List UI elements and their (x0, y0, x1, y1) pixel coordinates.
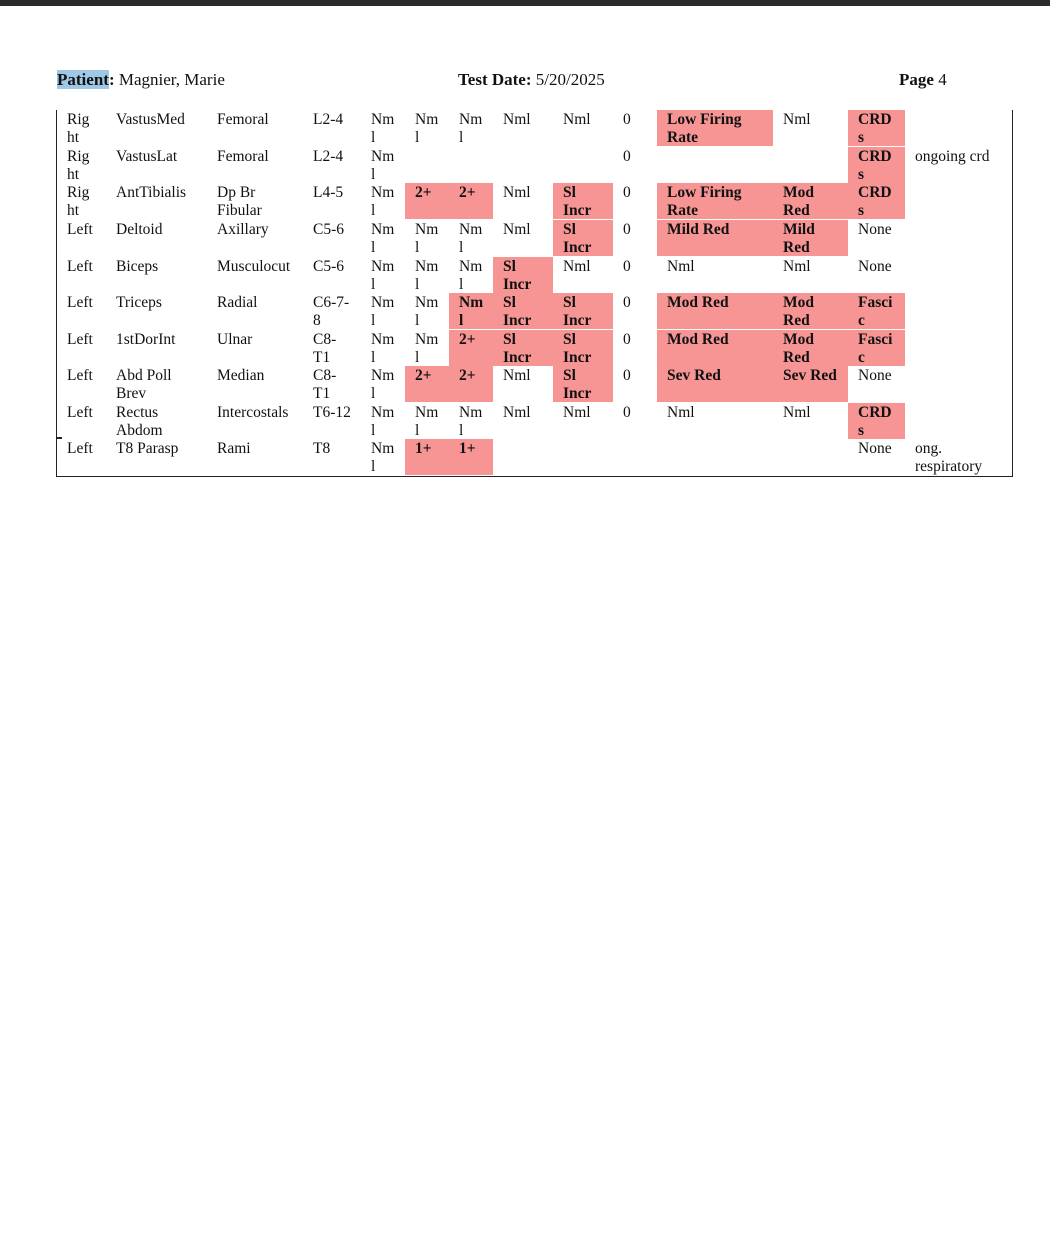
cell-c4: Nml (503, 221, 531, 238)
cell-c9: Fasci c (848, 293, 905, 329)
cell-muscle: Deltoid (116, 221, 163, 238)
cell-root: L2-4 (313, 111, 344, 128)
table-right-border (1012, 110, 1013, 477)
cell-c5: Nml (563, 111, 591, 128)
cell-c5: Sl Incr (553, 183, 613, 219)
cell-c4: Nml (503, 404, 531, 421)
cell-c3: 2+ (449, 366, 493, 402)
cell-c5: Sl Incr (553, 366, 613, 402)
cell-side: Left (67, 331, 93, 348)
cell-c9: None (858, 440, 892, 457)
cell-side: Left (67, 258, 93, 275)
cell-root: C8- T1 (313, 367, 337, 402)
cell-nerve: Ulnar (217, 331, 253, 348)
cell-c8: Sev Red (773, 366, 848, 402)
cell-c7: Mild Red (657, 220, 773, 256)
cell-muscle: Abd Poll Brev (116, 367, 172, 402)
cell-c3: Nm l (449, 293, 493, 329)
cell-root: C5-6 (313, 221, 344, 238)
cell-c7: Mod Red (657, 330, 773, 366)
cell-nerve: Intercostals (217, 404, 289, 421)
cell-comment (905, 183, 1012, 219)
cell-muscle: AntTibialis (116, 184, 187, 201)
cell-c4: Sl Incr (493, 293, 553, 329)
cell-root: C8- T1 (313, 331, 337, 366)
cell-c4: Sl Incr (493, 257, 553, 293)
cell-muscle: VastusLat (116, 148, 178, 165)
cell-c1: Nm l (371, 367, 395, 402)
cell-c6: 0 (623, 111, 631, 128)
cell-c7: Low Firing Rate (657, 110, 773, 146)
cell-comment: ong. respiratory (915, 440, 983, 475)
cell-c2: Nm l (415, 331, 439, 366)
cell-c5: Nml (563, 404, 591, 421)
cell-c8: Mod Red (773, 330, 848, 366)
cell-c2: Nm l (415, 111, 439, 146)
cell-c5 (553, 147, 613, 183)
cell-c3: Nm l (459, 404, 483, 439)
cell-c5 (553, 439, 613, 475)
cell-c8: Nml (783, 258, 811, 275)
cell-c1: Nm l (371, 111, 395, 146)
cell-c7: Mod Red (657, 293, 773, 329)
window-top-bar (0, 0, 1050, 6)
cell-side: Left (67, 440, 93, 457)
cell-comment: ongoing crd (915, 148, 990, 165)
cell-comment (905, 330, 1012, 366)
cell-side: Left (67, 367, 93, 384)
cell-comment (905, 366, 1012, 402)
cell-c7 (657, 439, 773, 475)
cell-c5: Nml (563, 258, 591, 275)
cell-c7: Sev Red (657, 366, 773, 402)
cell-comment (905, 110, 1012, 146)
cell-nerve: Musculocut (217, 258, 291, 275)
cell-c3: Nm l (459, 111, 483, 146)
cell-muscle: 1stDorInt (116, 331, 176, 348)
page-label: Page (899, 70, 934, 89)
cell-c2: Nm l (415, 258, 439, 293)
cell-c9: None (858, 221, 892, 238)
cell-root: T6-12 (313, 404, 351, 421)
cell-nerve: Rami (217, 440, 251, 457)
cell-root: C5-6 (313, 258, 344, 275)
cell-c1: Nm l (371, 331, 395, 366)
cell-c7: Low Firing Rate (657, 183, 773, 219)
cell-c6: 0 (623, 294, 631, 311)
cell-c3: Nm l (459, 221, 483, 256)
cell-c2: Nm l (415, 294, 439, 329)
cell-c2: Nm l (415, 404, 439, 439)
cell-c6: 0 (623, 331, 631, 348)
test-date-header (458, 70, 605, 90)
cell-c6: 0 (623, 148, 631, 165)
cell-c3: 1+ (449, 439, 493, 475)
cell-side: Left (67, 404, 93, 421)
cell-c3: 2+ (449, 183, 493, 219)
cell-root: L4-5 (313, 184, 344, 201)
cell-c9: CRD s (848, 183, 905, 219)
page-number-header (899, 70, 947, 90)
cell-nerve: Axillary (217, 221, 269, 238)
cell-nerve: Dp Br Fibular (217, 184, 262, 219)
cell-c8: Mod Red (773, 293, 848, 329)
cell-nerve: Femoral (217, 111, 269, 128)
cell-c3: 2+ (449, 330, 493, 366)
page-number: 4 (938, 70, 947, 89)
cell-c6: 0 (623, 367, 631, 384)
cell-side: Left (67, 221, 93, 238)
cell-c7: Nml (667, 258, 695, 275)
cell-side: Rig ht (67, 184, 90, 219)
cell-c9: None (858, 258, 892, 275)
cell-c5: Sl Incr (553, 293, 613, 329)
cell-root: L2-4 (313, 148, 344, 165)
cell-c8 (773, 439, 848, 475)
cell-c4 (493, 439, 553, 475)
cell-side: Rig ht (67, 111, 90, 146)
cell-c1: Nm l (371, 404, 395, 439)
cell-side: Left (67, 294, 93, 311)
cell-c1: Nm l (371, 148, 395, 183)
cell-comment (905, 293, 1012, 329)
cell-side: Rig ht (67, 148, 90, 183)
cell-c9: Fasci c (848, 330, 905, 366)
cell-c3 (449, 147, 493, 183)
cell-c6: 0 (623, 184, 631, 201)
cell-c9: CRD s (848, 110, 905, 146)
cell-root: T8 (313, 440, 331, 457)
cell-c7 (657, 147, 773, 183)
cell-c8: Mod Red (773, 183, 848, 219)
cell-c4: Nml (503, 111, 531, 128)
cell-root: C6-7- 8 (313, 294, 350, 329)
cell-c9: CRD s (848, 403, 905, 439)
patient-header (57, 70, 225, 90)
cell-c8: Mild Red (773, 220, 848, 256)
cell-c2: 1+ (405, 439, 449, 475)
cell-c4: Nml (503, 184, 531, 201)
cell-c2: 2+ (405, 183, 449, 219)
cell-comment (905, 220, 1012, 256)
test-date-value: 5/20/2025 (535, 70, 605, 89)
cell-c7: Nml (667, 404, 695, 421)
cell-c8 (773, 147, 848, 183)
patient-name: Magnier, Marie (118, 70, 225, 89)
cell-c1: Nm l (371, 440, 395, 475)
cell-c1: Nm l (371, 294, 395, 329)
cell-c6 (613, 439, 657, 475)
cell-muscle: Triceps (116, 294, 162, 311)
cell-c9: None (858, 367, 892, 384)
cell-c2: 2+ (405, 366, 449, 402)
cell-c3: Nm l (459, 258, 483, 293)
cell-c2 (405, 147, 449, 183)
cell-muscle: VastusMed (116, 111, 185, 128)
table-bottom-border (56, 476, 1013, 477)
cell-c1: Nm l (371, 258, 395, 293)
cell-nerve: Median (217, 367, 265, 384)
cell-c1: Nm l (371, 184, 395, 219)
cell-c6: 0 (623, 221, 631, 238)
cell-c5: Sl Incr (553, 330, 613, 366)
cell-comment (905, 257, 1012, 293)
cell-c6: 0 (623, 404, 631, 421)
cell-c6: 0 (623, 258, 631, 275)
cell-nerve: Femoral (217, 148, 269, 165)
patient-label: Patient (57, 70, 109, 89)
test-date-label: Test Date: (458, 70, 532, 89)
cell-c2: Nm l (415, 221, 439, 256)
cell-c4: Sl Incr (493, 330, 553, 366)
cell-muscle: T8 Parasp (116, 440, 179, 457)
cell-comment (905, 403, 1012, 439)
cell-c5: Sl Incr (553, 220, 613, 256)
cell-c4 (493, 147, 553, 183)
cell-c8: Nml (783, 404, 811, 421)
cell-nerve: Radial (217, 294, 258, 311)
cell-muscle: Rectus Abdom (116, 404, 163, 439)
cell-c8: Nml (783, 111, 811, 128)
cell-c9: CRD s (848, 147, 905, 183)
cell-c4: Nml (503, 367, 531, 384)
cell-c1: Nm l (371, 221, 395, 256)
patient-label-sep: : (108, 70, 115, 89)
cell-muscle: Biceps (116, 258, 159, 275)
emg-table (56, 110, 1013, 477)
